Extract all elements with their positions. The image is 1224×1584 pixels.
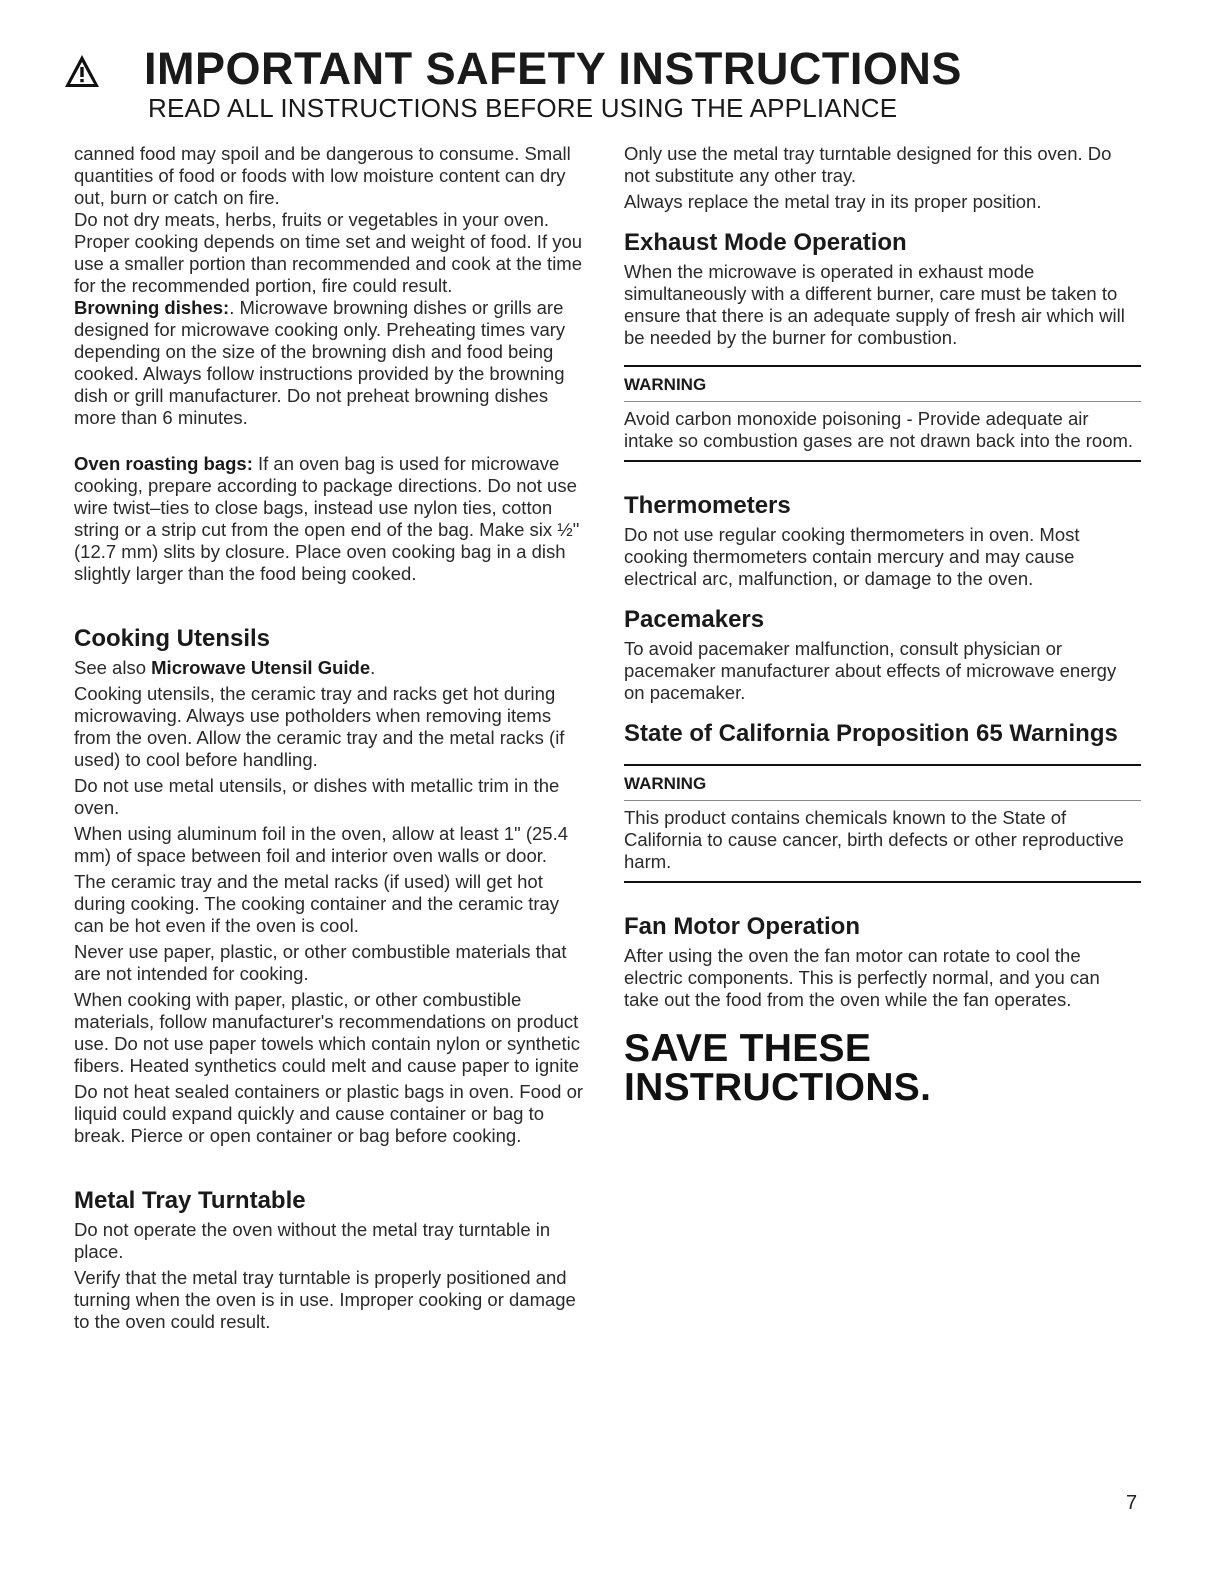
title-row [64,43,1164,94]
see-also-prefix: See also [74,657,152,678]
warning-label: WARNING [624,367,1141,402]
fan-motor-paragraph: After using the oven the fan motor can rotate to cool the electric components. This is perfectly normal, and you can take out the food from the oven while the fan operates. [624,945,1100,1010]
roasting-paragraph [74,453,589,585]
utensils-paragraph: When cooking with paper, plastic, or other combustible materials, follow manufacturer's recommendations on product use. Do not use paper towels which contain nylon or synthetic fibers. Heated synthetics could melt and cause paper to ignite [74,989,580,1076]
intro-paragraph: Always replace the metal tray in its proper position. [624,191,1042,212]
utensils-paragraph: Cooking utensils, the ceramic tray and racks get hot during microwaving. Always use potholders when removing items from the oven. Allow the ceramic tray and the metal racks (if used) to cool before handling. [74,683,565,770]
roasting-text: If an oven bag is used for microwave cooking, prepare according to package directions. Do not use wire twist–ties to close bags, instead use nylon ties, cotton string or a strip cut from the open end of the bag. Make six ½" (12.7 mm) slits by closure. Place oven cooking bag in a dish slightly larger than the food being cooked. [74,453,580,584]
intro-paragraph: Do not dry meats, herbs, fruits or vegetables in your oven. [74,209,550,230]
utensils-paragraph: When using aluminum foil in the oven, allow at least 1" (25.4 mm) of space between foil and interior oven walls or door. [74,823,568,866]
intro-paragraph: Proper cooking depends on time set and weight of food. If you use a smaller portion than recommended and cook at the time for the recommended portion, fire could result. [74,231,583,296]
prop65-heading: State of California Proposition 65 Warnings [624,720,1118,747]
browning-text: . Microwave browning dishes or grills are designed for microwave cooking only. Preheating times vary depending on the size of the browning dish and food being cooked. Always follow instructions provided by the browning dish or grill manufacturer. Do not preheat browning dishes more than 6 minutes. [74,297,566,428]
warning-text: Avoid carbon monoxide poisoning - Provide adequate air intake so combustion gases are not drawn back into the room. [624,408,1134,451]
utensils-paragraph: Do not heat sealed containers or plastic bags in oven. Food or liquid could expand quickly and cause container or bag to break. Pierce or open container or bag before cooking. [74,1081,584,1146]
save-instructions-banner: SAVE THESE INSTRUCTIONS. [624,1027,932,1109]
page-title: IMPORTANT SAFETY INSTRUCTIONS [144,43,962,94]
cooking-utensils-heading: Cooking Utensils [74,625,271,652]
page-subtitle: READ ALL INSTRUCTIONS BEFORE USING THE APPLIANCE [148,93,898,123]
utensils-paragraph: Do not use metal utensils, or dishes with metallic trim in the oven. [74,775,560,818]
page-number: 7 [1126,1492,1138,1514]
intro-paragraph: canned food may spoil and be dangerous to consume. Small quantities of food or foods with low moisture content can dry out, burn or catch on fire. [74,143,571,208]
intro-paragraph: Only use the metal tray turntable designed for this oven. Do not substitute any other tray. [624,143,1112,186]
warning-triangle-icon [64,54,100,88]
turntable-paragraph: Verify that the metal tray turntable is properly positioned and turning when the oven is in use. Improper cooking or damage to the oven could result. [74,1267,576,1332]
thermometers-paragraph: Do not use regular cooking thermometers in oven. Most cooking thermometers contain mercury and may cause electrical arc, malfunction, or damage to the oven. [624,524,1080,589]
carbon-monoxide-warning-box [624,365,1141,462]
thermometers-heading: Thermometers [624,492,791,519]
browning-paragraph [74,297,589,429]
see-also-suffix: . [370,657,376,678]
left-column [74,143,589,1333]
warning-label: WARNING [624,766,1141,801]
exhaust-paragraph: When the microwave is operated in exhaust mode simultaneously with a different burner, care must be taken to ensure that there is an adequate supply of fresh air which will be needed by the burner for combustion. [624,261,1125,348]
utensil-guide-reference: Microwave Utensil Guide [151,657,371,678]
turntable-paragraph: Do not operate the oven without the metal tray turntable in place. [74,1219,551,1262]
page-header [64,43,1164,124]
see-also-paragraph [74,657,589,679]
right-column [624,143,1139,1107]
pacemakers-heading: Pacemakers [624,606,765,633]
roasting-label: Oven roasting bags: [74,453,253,474]
prop65-warning-box [624,764,1141,883]
metal-tray-turntable-heading: Metal Tray Turntable [74,1187,306,1214]
pacemakers-paragraph: To avoid pacemaker malfunction, consult physician or pacemaker manufacturer about effects of microwave energy on pacemaker. [624,638,1117,703]
utensils-paragraph: The ceramic tray and the metal racks (if used) will get hot during cooking. The cooking container and the ceramic tray can be hot even if the oven is cool. [74,871,560,936]
fan-motor-heading: Fan Motor Operation [624,913,860,940]
browning-label: Browning dishes: [74,297,230,318]
utensils-paragraph: Never use paper, plastic, or other combustible materials that are not intended for cooking. [74,941,567,984]
warning-text: This product contains chemicals known to the State of California to cause cancer, birth defects or other reproductive harm. [624,807,1124,872]
exhaust-mode-heading: Exhaust Mode Operation [624,229,907,256]
